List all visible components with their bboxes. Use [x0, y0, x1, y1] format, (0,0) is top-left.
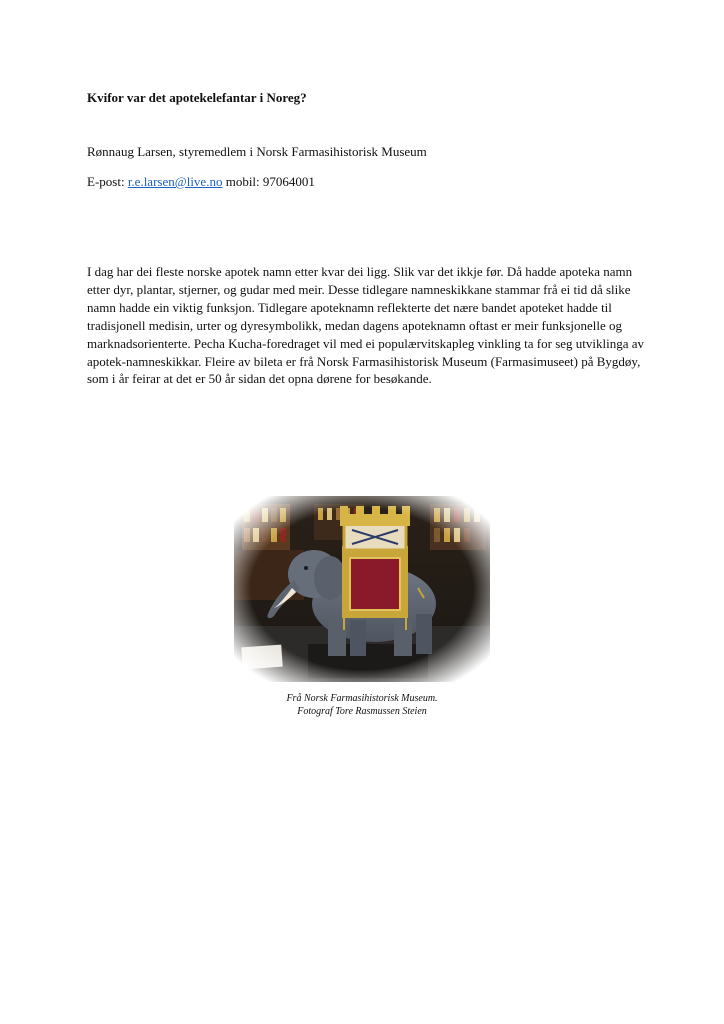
- photo-caption: [234, 692, 490, 718]
- caption-line-1: Frå Norsk Farmasihistorisk Museum.: [286, 693, 438, 704]
- email-label: E-post:: [87, 174, 125, 189]
- elephant-photo: [234, 496, 490, 682]
- mobile-label: mobil:: [225, 174, 260, 189]
- contact-line: [87, 174, 315, 190]
- caption-line-2: Fotograf Tore Rasmussen Steien: [297, 706, 427, 717]
- mobile-number: 97064001: [262, 174, 315, 189]
- body-paragraph: I dag har dei fleste norske apotek namn etter kvar dei ligg. Slik var det ikkje før. Då hadde apoteka namn etter dyr, plantar, stjerner, og gudar med meir. Desse tidlegare namneskikkane stammar frå ei tid då slike namn hadde ein viktig funksjon. Tidlegare apoteknamn reflekterte det nære bandet apoteket hadde til tradisjonell medisin, urter og dyresymbolikk, medan dagens apoteknamn oftast er meir funksjonelle og marknadsorienterte. Pecha Kucha-foredraget vil med ei populærvitskapleg vinkling ta for seg utviklinga av apotek-namneskikkar. Fleire av bileta er frå Norsk Farmasihistorisk Museum (Farmasimuseet) på Bygdøy, som i år feirar at det er 50 år sidan det opna dørene for besøkande.: [87, 264, 645, 387]
- author-line: Rønnaug Larsen, styremedlem i Norsk Farmasihistorisk Museum: [87, 144, 427, 159]
- email-link[interactable]: r.e.larsen@live.no: [127, 174, 223, 189]
- document-title: Kvifor var det apotekelefantar i Noreg?: [87, 90, 307, 105]
